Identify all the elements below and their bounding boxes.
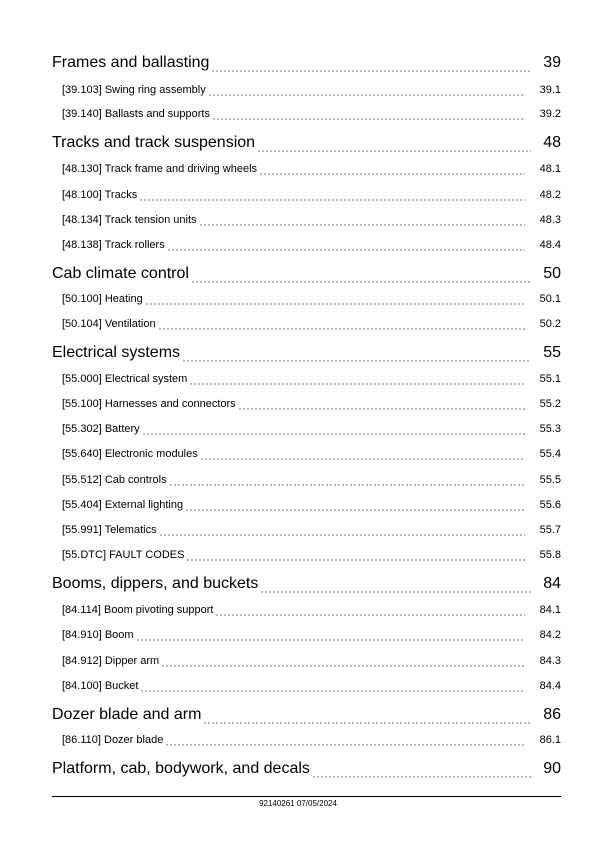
toc-item-title: [55.640] Electronic modules bbox=[62, 448, 198, 460]
toc-item-entry[interactable] bbox=[62, 214, 561, 228]
dot-leader bbox=[211, 58, 531, 74]
dot-leader bbox=[203, 710, 531, 726]
toc-page-number: 48.3 bbox=[539, 214, 561, 226]
toc-item-title: [55.000] Electrical system bbox=[62, 373, 188, 385]
toc-page-number: 48.2 bbox=[539, 189, 561, 201]
toc-page-number: 55.4 bbox=[539, 448, 561, 460]
toc-page-number: 86 bbox=[543, 706, 561, 723]
dot-leader bbox=[136, 632, 525, 643]
toc-item-entry[interactable] bbox=[62, 655, 561, 669]
toc-item-entry[interactable] bbox=[62, 84, 561, 98]
toc-page-number: 50.2 bbox=[539, 318, 561, 330]
toc-section-entry[interactable] bbox=[52, 575, 561, 595]
toc-item-entry[interactable] bbox=[62, 499, 561, 513]
dot-leader bbox=[140, 683, 525, 694]
dot-leader bbox=[186, 552, 525, 563]
toc-item-title: [84.910] Boom bbox=[62, 629, 134, 641]
toc-item-entry[interactable] bbox=[62, 734, 561, 748]
toc-page-number: 86.1 bbox=[539, 734, 561, 746]
toc-item-title: [39.140] Ballasts and supports bbox=[62, 108, 210, 120]
toc-item-title: [86.110] Dozer blade bbox=[62, 734, 164, 746]
toc-item-title: [55.991] Telematics bbox=[62, 524, 157, 536]
toc-section-title: Cab climate control bbox=[52, 265, 189, 282]
dot-leader bbox=[159, 527, 525, 538]
toc-section-title: Tracks and track suspension bbox=[52, 134, 256, 151]
dot-leader bbox=[161, 658, 525, 669]
toc-page-number: 55.3 bbox=[539, 423, 561, 435]
toc-page-number: 55.7 bbox=[539, 524, 561, 536]
toc-page-number: 55.5 bbox=[539, 474, 561, 486]
dot-leader bbox=[185, 502, 525, 513]
toc-item-entry[interactable] bbox=[62, 108, 561, 122]
toc-page-number: 48 bbox=[543, 134, 561, 151]
dot-leader bbox=[215, 607, 525, 618]
toc-item-entry[interactable] bbox=[62, 680, 561, 694]
toc-item-title: [39.103] Swing ring assembly bbox=[62, 84, 206, 96]
dot-leader bbox=[189, 376, 525, 387]
toc-page-number: 90 bbox=[543, 760, 561, 777]
toc-page-number: 39 bbox=[543, 54, 561, 71]
toc-page-number: 55.1 bbox=[539, 373, 561, 385]
toc-section-title: Electrical systems bbox=[52, 344, 181, 361]
dot-leader bbox=[200, 451, 525, 462]
toc-item-title: [50.100] Heating bbox=[62, 293, 143, 305]
dot-leader bbox=[191, 269, 531, 285]
toc-item-title: [48.138] Track rollers bbox=[62, 239, 165, 251]
dot-leader bbox=[139, 192, 525, 203]
toc-item-entry[interactable] bbox=[62, 189, 561, 203]
dot-leader bbox=[312, 764, 531, 780]
toc-item-entry[interactable] bbox=[62, 423, 561, 437]
toc-item-entry[interactable] bbox=[62, 293, 561, 307]
toc-page-number: 39.2 bbox=[539, 108, 561, 120]
toc-section-entry[interactable] bbox=[52, 760, 561, 780]
toc-page-number: 48.1 bbox=[539, 163, 561, 175]
dot-leader bbox=[165, 737, 525, 748]
toc-item-title: [55.DTC] FAULT CODES bbox=[62, 549, 185, 561]
dot-leader bbox=[208, 87, 525, 98]
dot-leader bbox=[238, 401, 525, 412]
toc-item-entry[interactable] bbox=[62, 239, 561, 253]
toc-page-number: 48.4 bbox=[539, 239, 561, 251]
toc-item-title: [48.130] Track frame and driving wheels bbox=[62, 163, 258, 175]
toc-item-entry[interactable] bbox=[62, 524, 561, 538]
dot-leader bbox=[257, 138, 531, 154]
dot-leader bbox=[199, 217, 525, 228]
toc-item-entry[interactable] bbox=[62, 629, 561, 643]
toc-page-number: 39.1 bbox=[539, 84, 561, 96]
toc-item-entry[interactable] bbox=[62, 373, 561, 387]
dot-leader bbox=[259, 166, 525, 177]
toc-item-title: [55.512] Cab controls bbox=[62, 474, 167, 486]
toc-section-title: Platform, cab, bodywork, and decals bbox=[52, 760, 310, 777]
dot-leader bbox=[212, 111, 525, 122]
dot-leader bbox=[169, 477, 525, 488]
dot-leader bbox=[167, 242, 525, 253]
toc-section-title: Frames and ballasting bbox=[52, 54, 210, 71]
toc-page-number: 50.1 bbox=[539, 293, 561, 305]
toc-page-number: 55.6 bbox=[539, 499, 561, 511]
toc-item-title: [84.100] Bucket bbox=[62, 680, 139, 692]
toc-page-number: 84.3 bbox=[539, 655, 561, 667]
dot-leader bbox=[145, 296, 525, 307]
toc-section-entry[interactable] bbox=[52, 706, 561, 726]
toc-section-title: Dozer blade and arm bbox=[52, 706, 202, 723]
toc-item-title: [48.100] Tracks bbox=[62, 189, 138, 201]
dot-leader bbox=[142, 426, 525, 437]
toc-page-number: 84 bbox=[543, 575, 561, 592]
toc-section-entry[interactable] bbox=[52, 54, 561, 74]
dot-leader bbox=[260, 579, 531, 595]
toc-item-title: [48.134] Track tension units bbox=[62, 214, 197, 226]
toc-item-title: [84.114] Boom pivoting support bbox=[62, 604, 214, 616]
toc-section-entry[interactable] bbox=[52, 134, 561, 154]
toc-section-title: Booms, dippers, and buckets bbox=[52, 575, 259, 592]
toc-item-title: [55.100] Harnesses and connectors bbox=[62, 398, 236, 410]
toc-page-number: 84.4 bbox=[539, 680, 561, 692]
toc-item-title: [55.302] Battery bbox=[62, 423, 140, 435]
toc-page-number: 50 bbox=[543, 265, 561, 282]
toc-page-number: 55.2 bbox=[539, 398, 561, 410]
toc-section-entry[interactable] bbox=[52, 265, 561, 285]
toc-page-number: 55 bbox=[543, 344, 561, 361]
toc-item-entry[interactable] bbox=[62, 448, 561, 462]
toc-item-entry[interactable] bbox=[62, 163, 561, 177]
toc-item-title: [84.912] Dipper arm bbox=[62, 655, 160, 667]
toc-item-title: [55.404] External lighting bbox=[62, 499, 184, 511]
toc-item-entry[interactable] bbox=[62, 318, 561, 332]
toc-page-number: 84.2 bbox=[539, 629, 561, 641]
footer-rule bbox=[52, 796, 561, 797]
toc-section-entry[interactable] bbox=[52, 344, 561, 364]
toc-item-entry[interactable] bbox=[62, 604, 561, 618]
footer-document-id: 92140261 07/05/2024 bbox=[259, 799, 337, 808]
dot-leader bbox=[158, 321, 525, 332]
toc-item-entry[interactable] bbox=[62, 398, 561, 412]
toc-item-entry[interactable] bbox=[62, 474, 561, 488]
toc-page-number: 84.1 bbox=[539, 604, 561, 616]
toc-page-number: 55.8 bbox=[539, 549, 561, 561]
dot-leader bbox=[182, 348, 531, 364]
toc-item-title: [50.104] Ventilation bbox=[62, 318, 156, 330]
toc-item-entry[interactable] bbox=[62, 549, 561, 563]
